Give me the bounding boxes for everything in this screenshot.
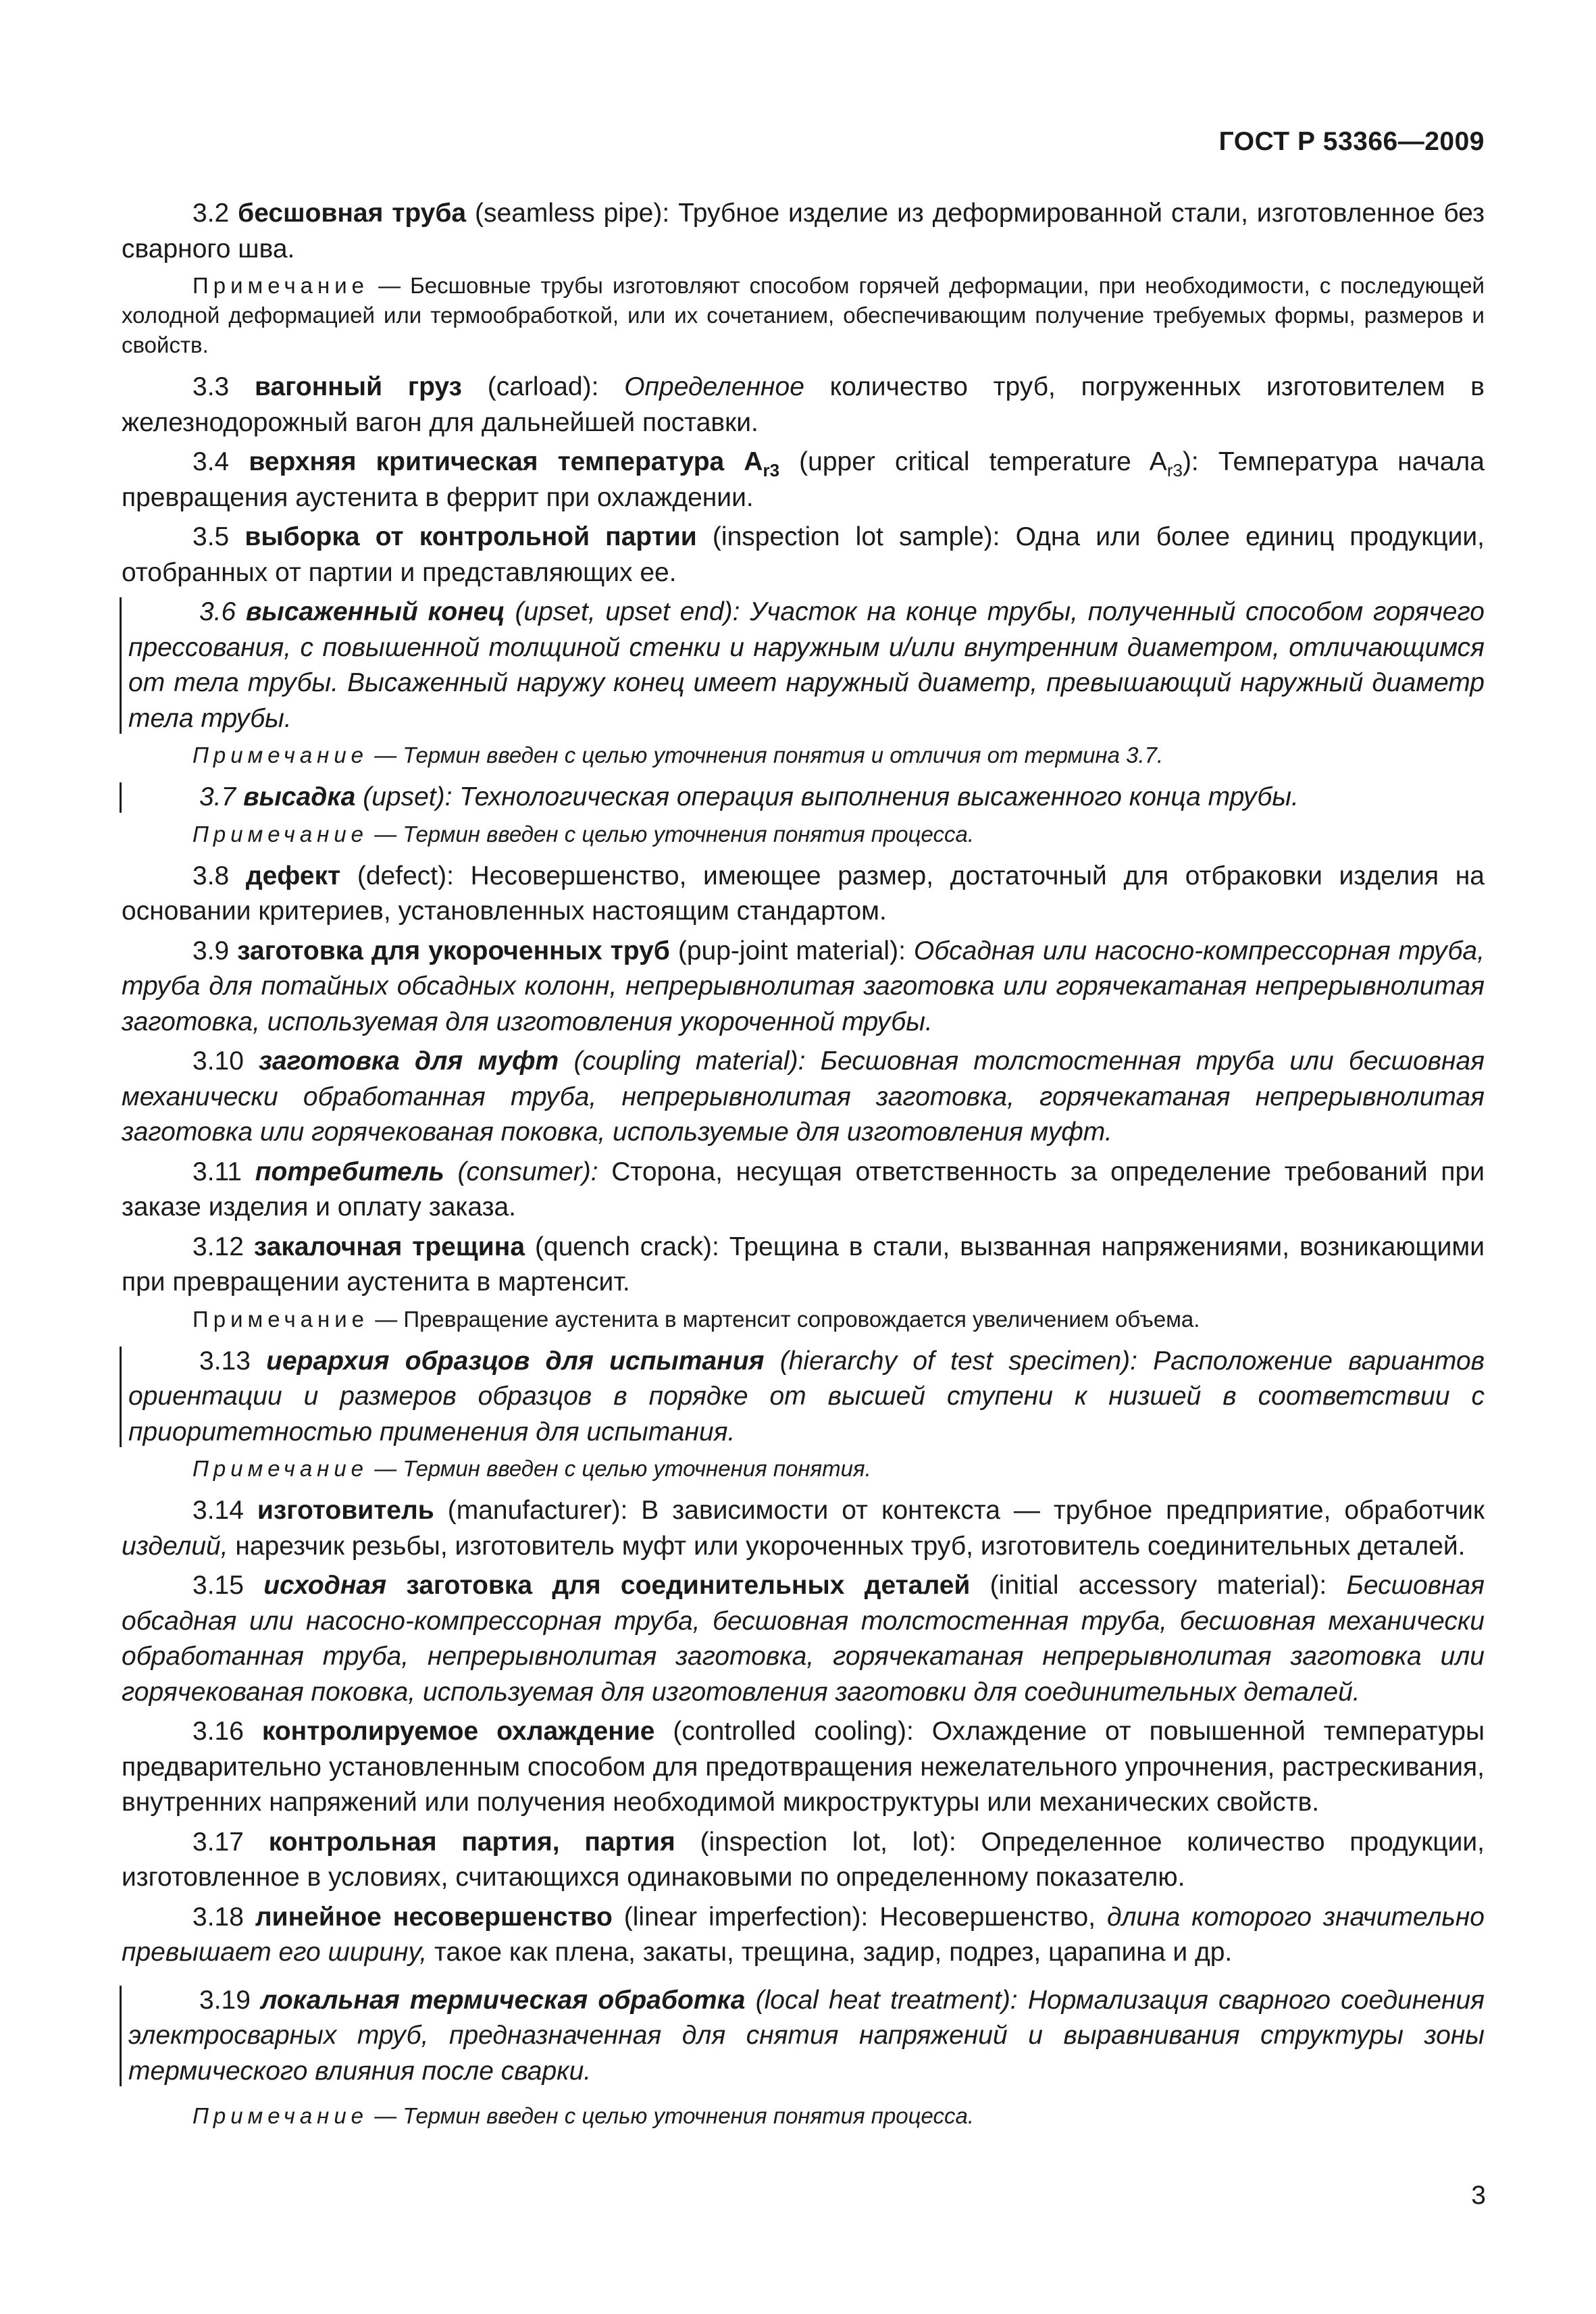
term-title: бесшовная труба: [238, 199, 467, 228]
document-body: [122, 196, 1485, 2140]
note-3-6: Примечание — Термин введен с целью уточнения понятия и отличия от термина 3.7.: [192, 743, 1164, 768]
note-3-2: Примечание — Бесшовные трубы изготовляют способом горячей деформации, при необходимости, с последующей холодной деформацией или термообработкой, или их сочетанием, обеспечивающим получение требуемых формы, размеров и свойств.: [122, 273, 1485, 357]
term-3-11: 3.11 потребитель (consumer): Сторона, несущая ответственность за определение требований при заказе изделия и оплату заказа.: [122, 1157, 1485, 1222]
term-3-18: 3.18 линейное несовершенство (linear imperfection): Несовершенство, длина которого значительно превышает его ширину, такое как плена, закаты, трещина, задир, подрез, царапина и др.: [122, 1902, 1485, 1967]
term-3-7: 3.7 высадка (upset): Технологическая операция выполнения высаженного конца трубы.: [199, 782, 1299, 811]
term-3-19: 3.19 локальная термическая обработка (local heat treatment): Нормализация сварного соединения электросварных труб, предназначенная для снятия напряжений и выравнивания структуры зоны термического влияния после сварки.: [128, 1985, 1485, 2086]
term-3-2: 3.2 бесшовная труба (seamless pipe): Трубное изделие из деформированной стали, изготовленное без сварного шва.: [122, 199, 1485, 263]
term-3-9: 3.9 заготовка для укороченных труб (pup-joint material): Обсадная или насосно-компрессорная труба, труба для потайных обсадных колонн, непрерывнолитая заготовка или горячекатаная непрерывнолитая заготовка, используемая для изготовления укороченной трубы.: [122, 936, 1485, 1036]
term-3-10: 3.10 заготовка для муфт (coupling material): Бесшовная толстостенная труба или бесшовная механически обработанная труба, непрерывнолитая заготовка, горячекатаная непрерывнолитая заготовка или горячекованая поковка, используемые для изготовления муфт.: [122, 1047, 1485, 1147]
term-3-17: 3.17 контрольная партия, партия (inspection lot, lot): Определенное количество продукции, изготовленное в условиях, считающихся одинаковыми по определенному показателю.: [122, 1827, 1485, 1892]
term-3-4: 3.4 верхняя критическая температура $A_{r3}$ (upper critical temperature $A_{r3}$): Температура начала превращения аустенита в феррит при охлаждении.: [122, 447, 1485, 512]
document-code: ГОСТ Р 53366—2009: [1218, 127, 1485, 156]
note-3-7: Примечание — Термин введен с целью уточнения понятия процесса.: [192, 821, 975, 847]
term-3-13: 3.13 иерархия образцов для испытания (hierarchy of test specimen): Расположение вариантов ориентации и размеров образцов в порядке от высшей ступени к низшей в соответствии с приоритетностью применения для испытания.: [128, 1346, 1485, 1447]
change-bar-3-19: [122, 1983, 1485, 2090]
term-3-15: 3.15 исходная заготовка для соединительных деталей (initial accessory material): Бесшовная обсадная или насосно-компрессорная труба, бесшовная толстостенная труба, бесшовная механически обработанная труба, непрерывнолитая заготовка, горячекатаная непрерывнолитая заготовка или горячекованая поковка, используемая для изготовления заготовки для соединительных деталей.: [122, 1571, 1485, 1707]
note-3-19: Примечание — Термин введен с целью уточнения понятия процесса.: [192, 2103, 975, 2128]
change-bar-3-7: [122, 780, 1485, 815]
term-3-6: 3.6 высаженный конец (upset, upset end): Участок на конце трубы, полученный способом горячего прессования, с повышенной толщиной стенки и наружным и/или внутренним диаметром, отличающимся от тела трубы. Высаженный наружу конец имеет наружный диаметр, превышающий наружный диаметр тела трубы.: [128, 597, 1485, 733]
term-3-14: 3.14 изготовитель (manufacturer): В зависимости от контекста — трубное предприятие, обработчик изделий, нарезчик резьбы, изготовитель муфт или укороченных труб, изготовитель соединительных деталей.: [122, 1496, 1485, 1561]
change-bar-3-6: [122, 595, 1485, 736]
term-3-12: 3.12 закалочная трещина (quench crack): Трещина в стали, вызванная напряжениями, возникающими при превращении аустенита в мартенсит.: [122, 1232, 1485, 1297]
term-3-3: 3.3 вагонный груз (carload): Определенное количество труб, погруженных изготовителем в железнодорожный вагон для дальнейшей поставки.: [122, 372, 1485, 437]
note-3-12: Примечание — Превращение аустенита в мартенсит сопровождается увеличением объема.: [192, 1306, 1200, 1332]
term-3-8: 3.8 дефект (defect): Несовершенство, имеющее размер, достаточный для отбраковки изделия на основании критериев, установленных настоящим стандартом.: [122, 861, 1485, 926]
page-number: 3: [1471, 2181, 1486, 2210]
term-3-16: 3.16 контролируемое охлаждение (controlled cooling): Охлаждение от повышенной температуры предварительно установленным способом для предотвращения нежелательного упрочнения, растрескивания, внутренних напряжений или получения необходимой микроструктуры или механических свойств.: [122, 1717, 1485, 1817]
note-3-13: Примечание — Термин введен с целью уточнения понятия.: [192, 1456, 871, 1481]
term-3-5: 3.5 выборка от контрольной партии (inspection lot sample): Одна или более единиц продукции, отобранных от партии и представляющих ее.: [122, 522, 1485, 587]
change-bar-3-13: [122, 1344, 1485, 1451]
